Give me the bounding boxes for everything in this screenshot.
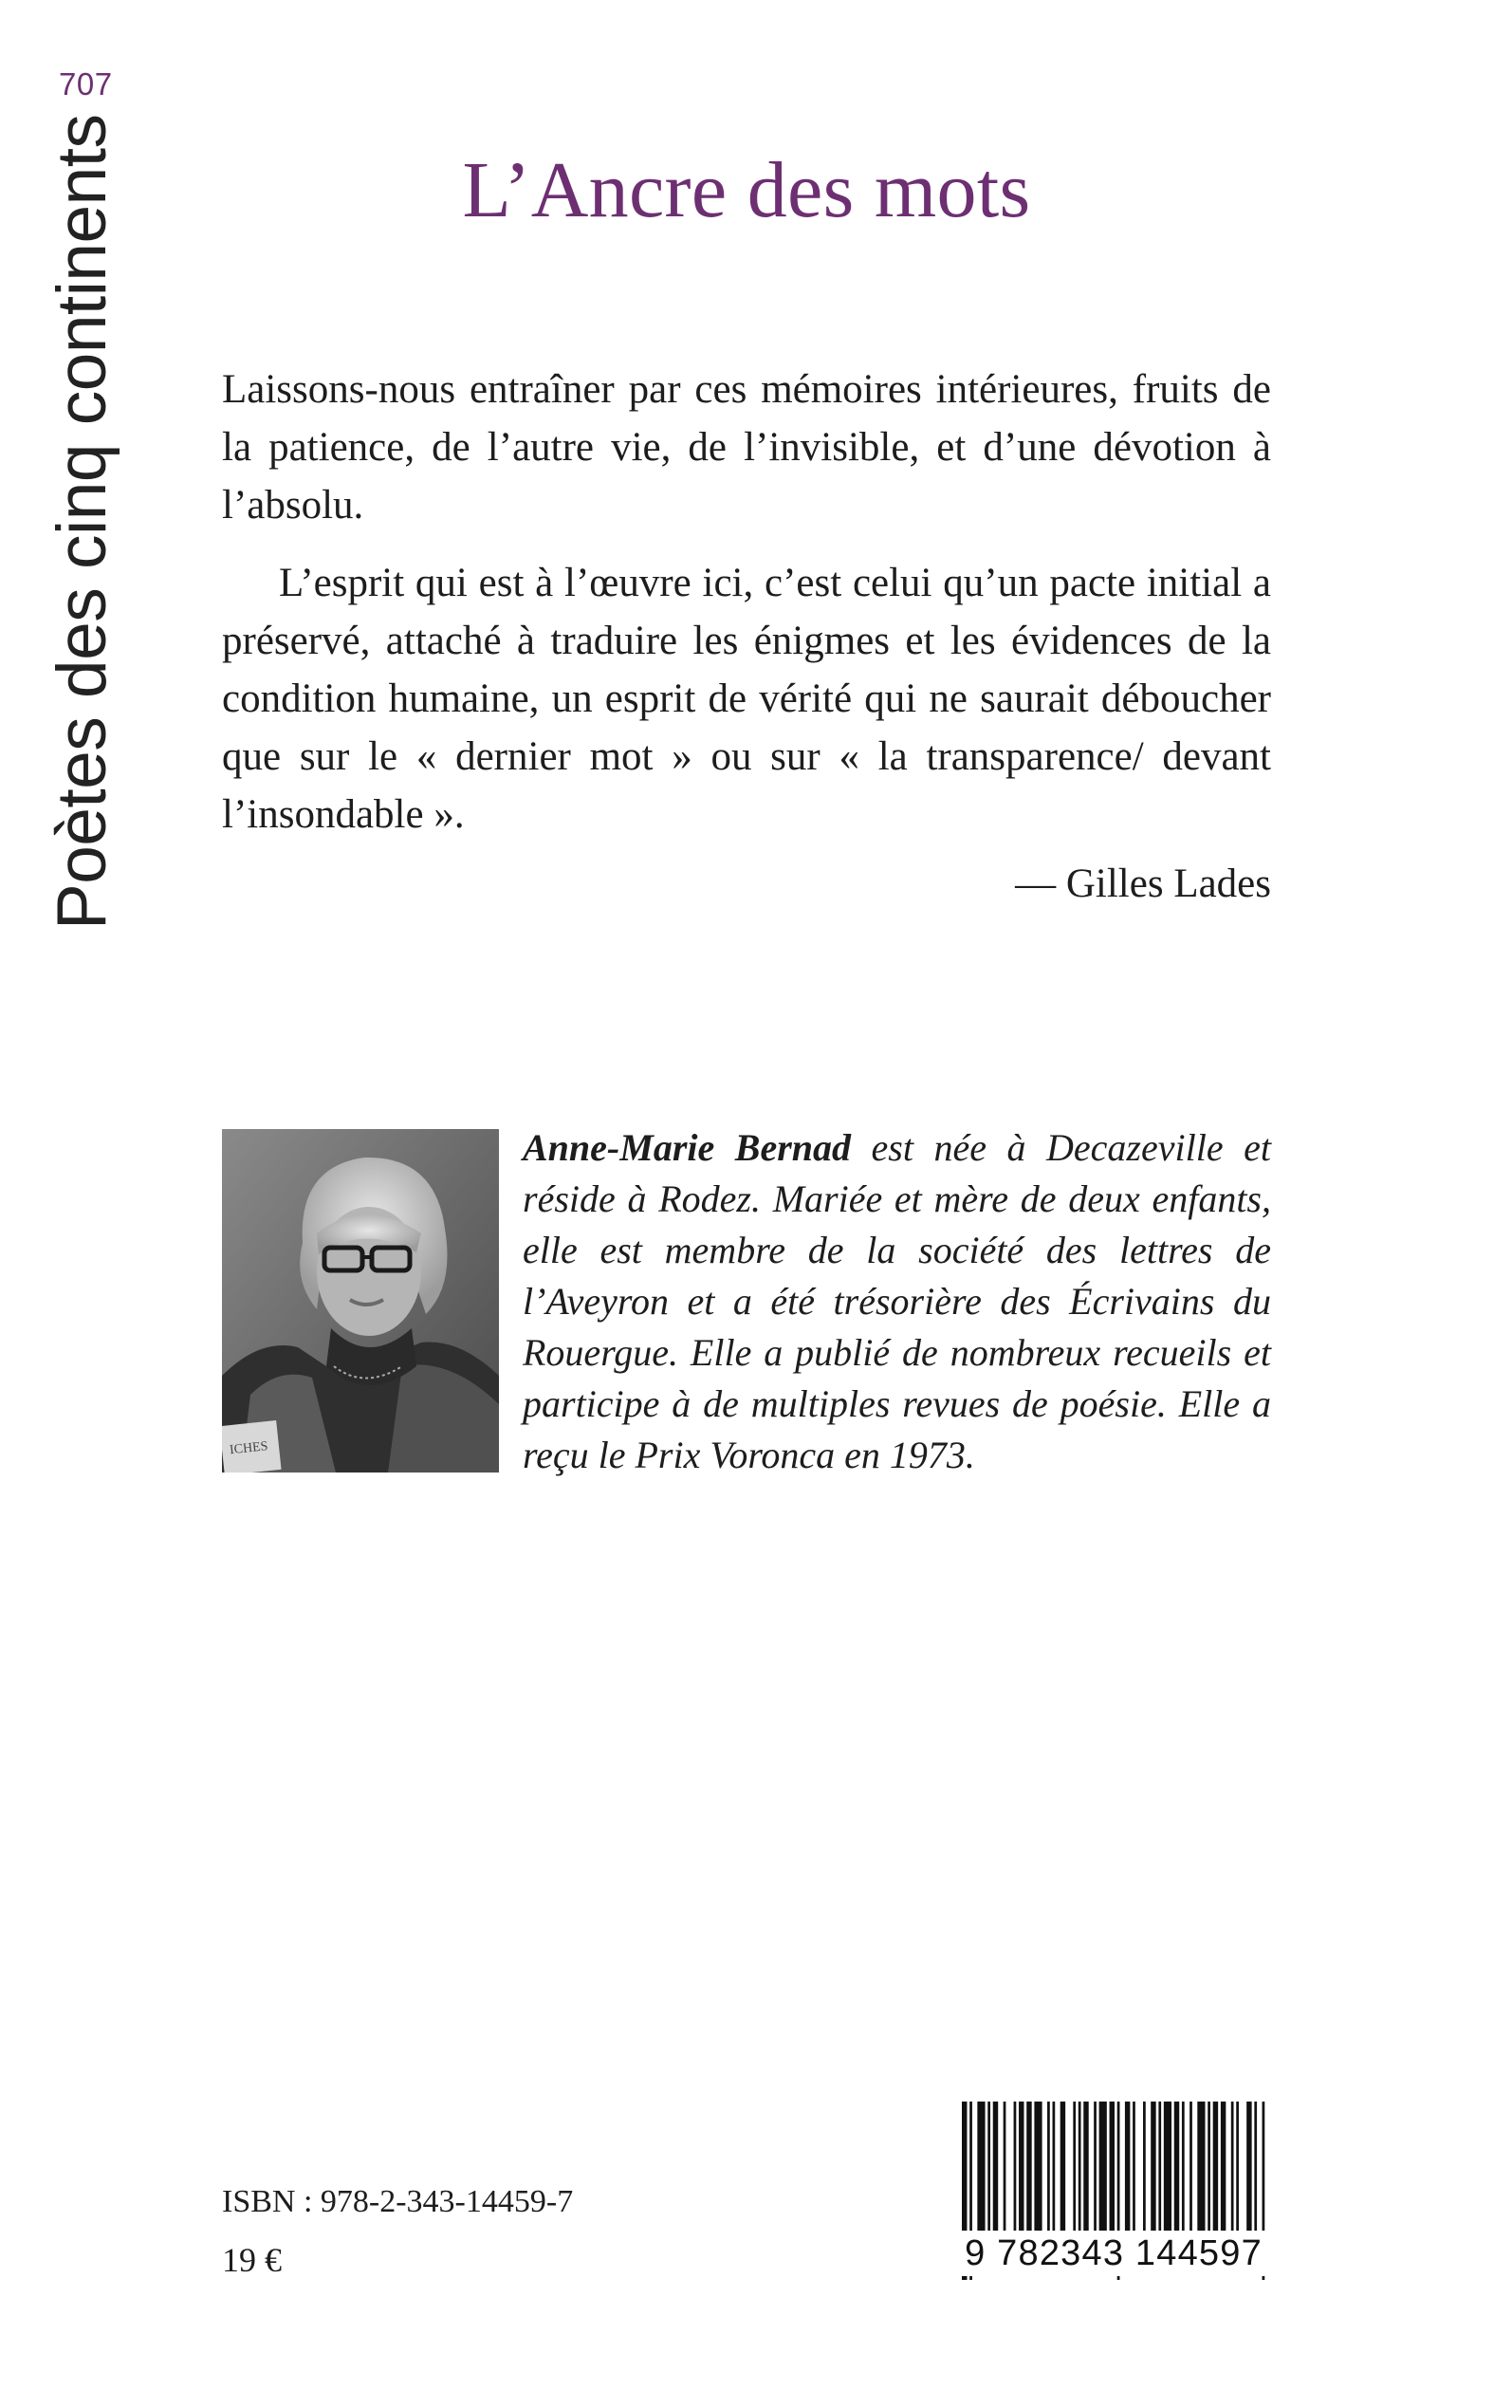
barcode-bar: [1246, 2102, 1251, 2234]
barcode-bar: [1026, 2102, 1031, 2234]
price: 19 €: [222, 2241, 282, 2279]
barcode-bar: [1019, 2102, 1023, 2234]
barcode-bar: [977, 2102, 985, 2234]
barcode-bar: [1151, 2102, 1155, 2234]
barcode-bar: [1197, 2102, 1205, 2234]
barcode-bar: [1004, 2102, 1006, 2234]
barcode-bar: [1053, 2102, 1056, 2234]
svg-text:ICHES: ICHES: [229, 1439, 269, 1458]
barcode-bar: [987, 2102, 990, 2234]
barcode-bar: [1060, 2102, 1065, 2234]
blurb-paragraph-1: Laissons-nous entraîner par ces mémoires intérieures, fruits de la patience, de l’autre vie, de l’invisible, et d’une dévotion à l’absolu.: [222, 367, 1271, 528]
barcode-bar: [1189, 2102, 1192, 2234]
barcode-bar: [1073, 2102, 1076, 2234]
book-title: L’Ancre des mots: [462, 146, 1031, 234]
barcode-bar: [1094, 2102, 1097, 2234]
barcode-bar: [1125, 2102, 1130, 2234]
isbn: ISBN : 978-2-343-14459-7: [222, 2184, 574, 2219]
back-cover-blurb: [222, 361, 1271, 913]
barcode-bar: [1221, 2102, 1226, 2234]
series-spine-label: [40, 114, 125, 930]
barcode-bar: [1158, 2102, 1161, 2234]
barcode-bar: [1231, 2102, 1234, 2234]
barcode-bar: [1133, 2102, 1135, 2234]
blurb-paragraph-2: L’esprit qui est à l’œuvre ici, c’est celui qu’un pacte initial a préservé, attaché à traduire les énigmes et les évidences de la condition humaine, un esprit de vérité qui ne saurait déboucher que sur le « dernier mot » ou sur « la transparence/ devant l’insondable ».: [222, 561, 1271, 837]
barcode-digits: 9 782343 144597: [952, 2231, 1275, 2276]
barcode-bar: [1182, 2102, 1185, 2234]
barcode-bar: [1174, 2102, 1179, 2234]
barcode-bar: [1208, 2102, 1210, 2234]
series-number: 707: [59, 66, 113, 102]
barcode-bar: [1047, 2102, 1050, 2234]
barcode-bar: [1079, 2102, 1081, 2234]
barcode-bar: [1254, 2102, 1257, 2234]
barcode-bar: [1213, 2102, 1218, 2234]
barcode-bar: [1099, 2102, 1107, 2234]
barcode-bar: [1083, 2102, 1088, 2234]
barcode-bar: [1014, 2102, 1017, 2234]
barcode-bar: [1110, 2102, 1115, 2234]
barcode-bar: [993, 2102, 998, 2234]
author-bio: [523, 1122, 1271, 1481]
series-name: Poètes des cinq continents: [44, 114, 120, 930]
author-name: Anne-Marie Bernad: [523, 1126, 852, 1169]
barcode-bar: [1143, 2102, 1146, 2234]
barcode-bar: [1164, 2102, 1171, 2234]
author-photo: [222, 1129, 499, 1473]
barcode-bar: [1034, 2102, 1042, 2234]
barcode-bar: [1236, 2102, 1239, 2234]
author-bio-text: est née à Decazeville et réside à Rodez. Mariée et mère de deux enfants, elle est membre de la société des lettres de l’Aveyron et a été trésorière des Écrivains du Rouergue. Elle a publié de nombreux recueils et participe à de multiples revues de poésie. Elle a reçu le Prix Voronca en 1973.: [523, 1126, 1271, 1476]
blurb-signature: — Gilles Lades: [1015, 861, 1271, 906]
